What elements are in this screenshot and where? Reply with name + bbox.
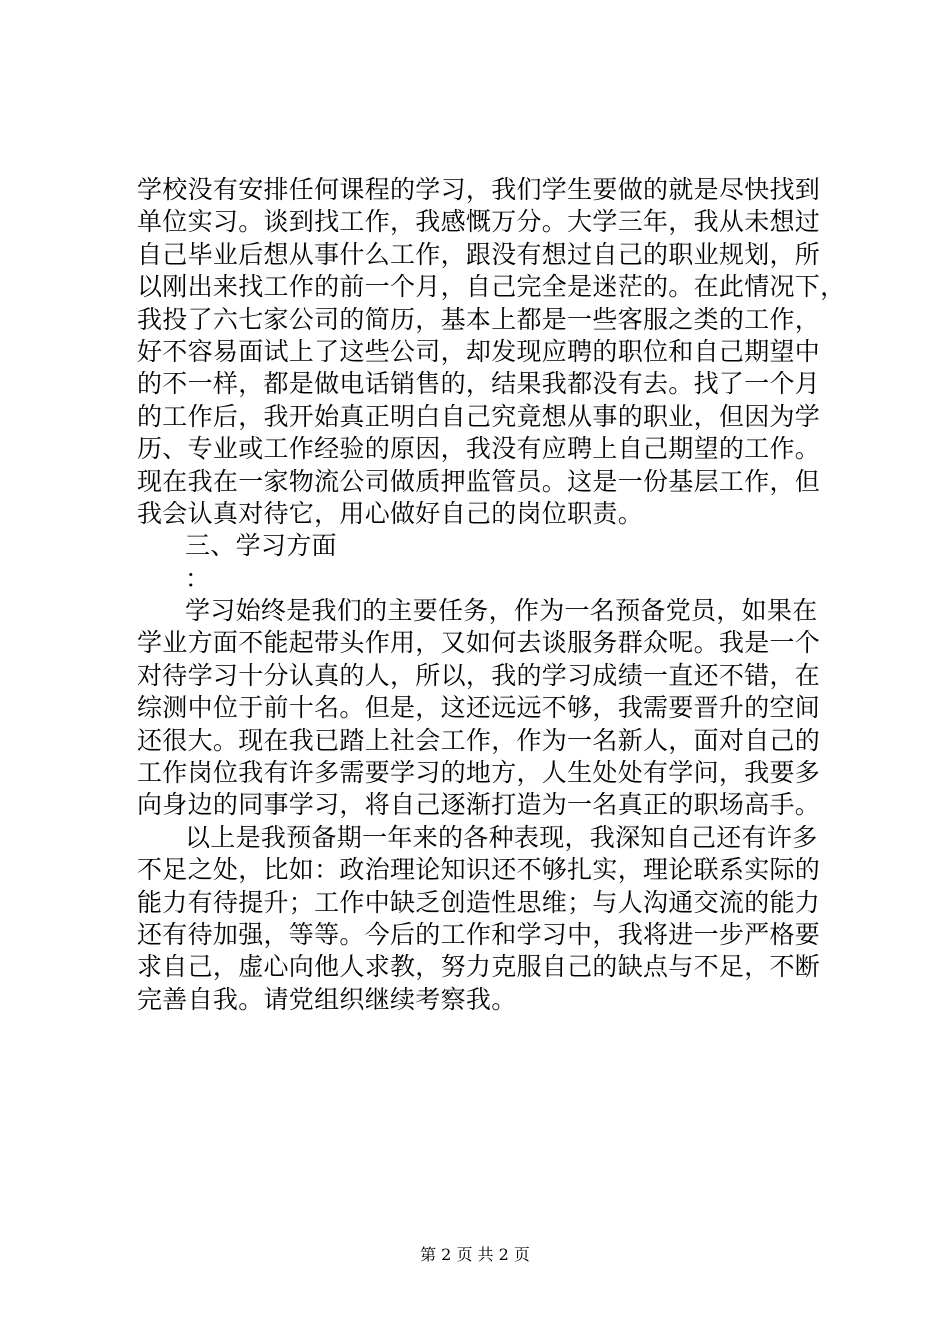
text-line: 向身边的同事学习，将自己逐渐打造为一名真正的职场高手。 (137, 790, 821, 820)
text-line: 历、专业或工作经验的原因，我没有应聘上自己期望的工作。 (137, 434, 821, 464)
page-footer (0, 1242, 950, 1265)
text-line: 对待学习十分认真的人，所以，我的学习成绩一直还不错，在 (137, 660, 821, 690)
text-line: 工作岗位我有许多需要学习的地方，人生处处有学问，我要多 (137, 758, 821, 788)
text-line: ： (185, 563, 211, 593)
text-line: 现在我在一家物流公司做质押监管员。这是一份基层工作，但 (137, 466, 821, 496)
text-line: 还有待加强，等等。今后的工作和学习中，我将进一步严格要 (137, 919, 821, 949)
paragraph-start: 学习始终是我们的主要任务，作为一名预备党员，如果在 (185, 596, 818, 626)
text-line: 我投了六七家公司的简历，基本上都是一些客服之类的工作， (137, 304, 821, 334)
paragraph-start: 以上是我预备期一年来的各种表现，我深知自己还有许多 (185, 822, 818, 852)
text-line: 单位实习。谈到找工作，我感慨万分。大学三年，我从未想过 (137, 207, 821, 237)
text-line: 自己毕业后想从事什么工作，跟没有想过自己的职业规划，所 (137, 239, 821, 269)
text-line: 能力有待提升；工作中缺乏创造性思维；与人沟通交流的能力 (137, 887, 821, 917)
text-line: 的工作后，我开始真正明白自己究竟想从事的职业，但因为学 (137, 401, 821, 431)
page-number-label: 第 2 页 共 2 页 (420, 1245, 530, 1264)
text-line: 完善自我。请党组织继续考察我。 (137, 984, 517, 1014)
section-heading: 三、学习方面 (185, 531, 337, 561)
text-line: 好不容易面试上了这些公司，却发现应聘的职位和自己期望中 (137, 336, 821, 366)
text-line: 的不一样，都是做电话销售的，结果我都没有去。找了一个月 (137, 369, 821, 399)
text-line: 学业方面不能起带头作用，又如何去谈服务群众呢。我是一个 (137, 628, 821, 658)
text-line: 不足之处，比如：政治理论知识还不够扎实，理论联系实际的 (137, 855, 821, 885)
text-line: 以刚出来找工作的前一个月，自己完全是迷茫的。在此情况下， (137, 272, 846, 302)
text-line: 我会认真对待它，用心做好自己的岗位职责。 (137, 498, 644, 528)
text-line: 求自己，虚心向他人求教，努力克服自己的缺点与不足，不断 (137, 952, 821, 982)
document-body (137, 174, 846, 1016)
text-line: 还很大。现在我已踏上社会工作，作为一名新人，面对自己的 (137, 725, 821, 755)
text-line: 综测中位于前十名。但是，这还远远不够，我需要晋升的空间 (137, 693, 821, 723)
text-line: 学校没有安排任何课程的学习，我们学生要做的就是尽快找到 (137, 175, 821, 204)
